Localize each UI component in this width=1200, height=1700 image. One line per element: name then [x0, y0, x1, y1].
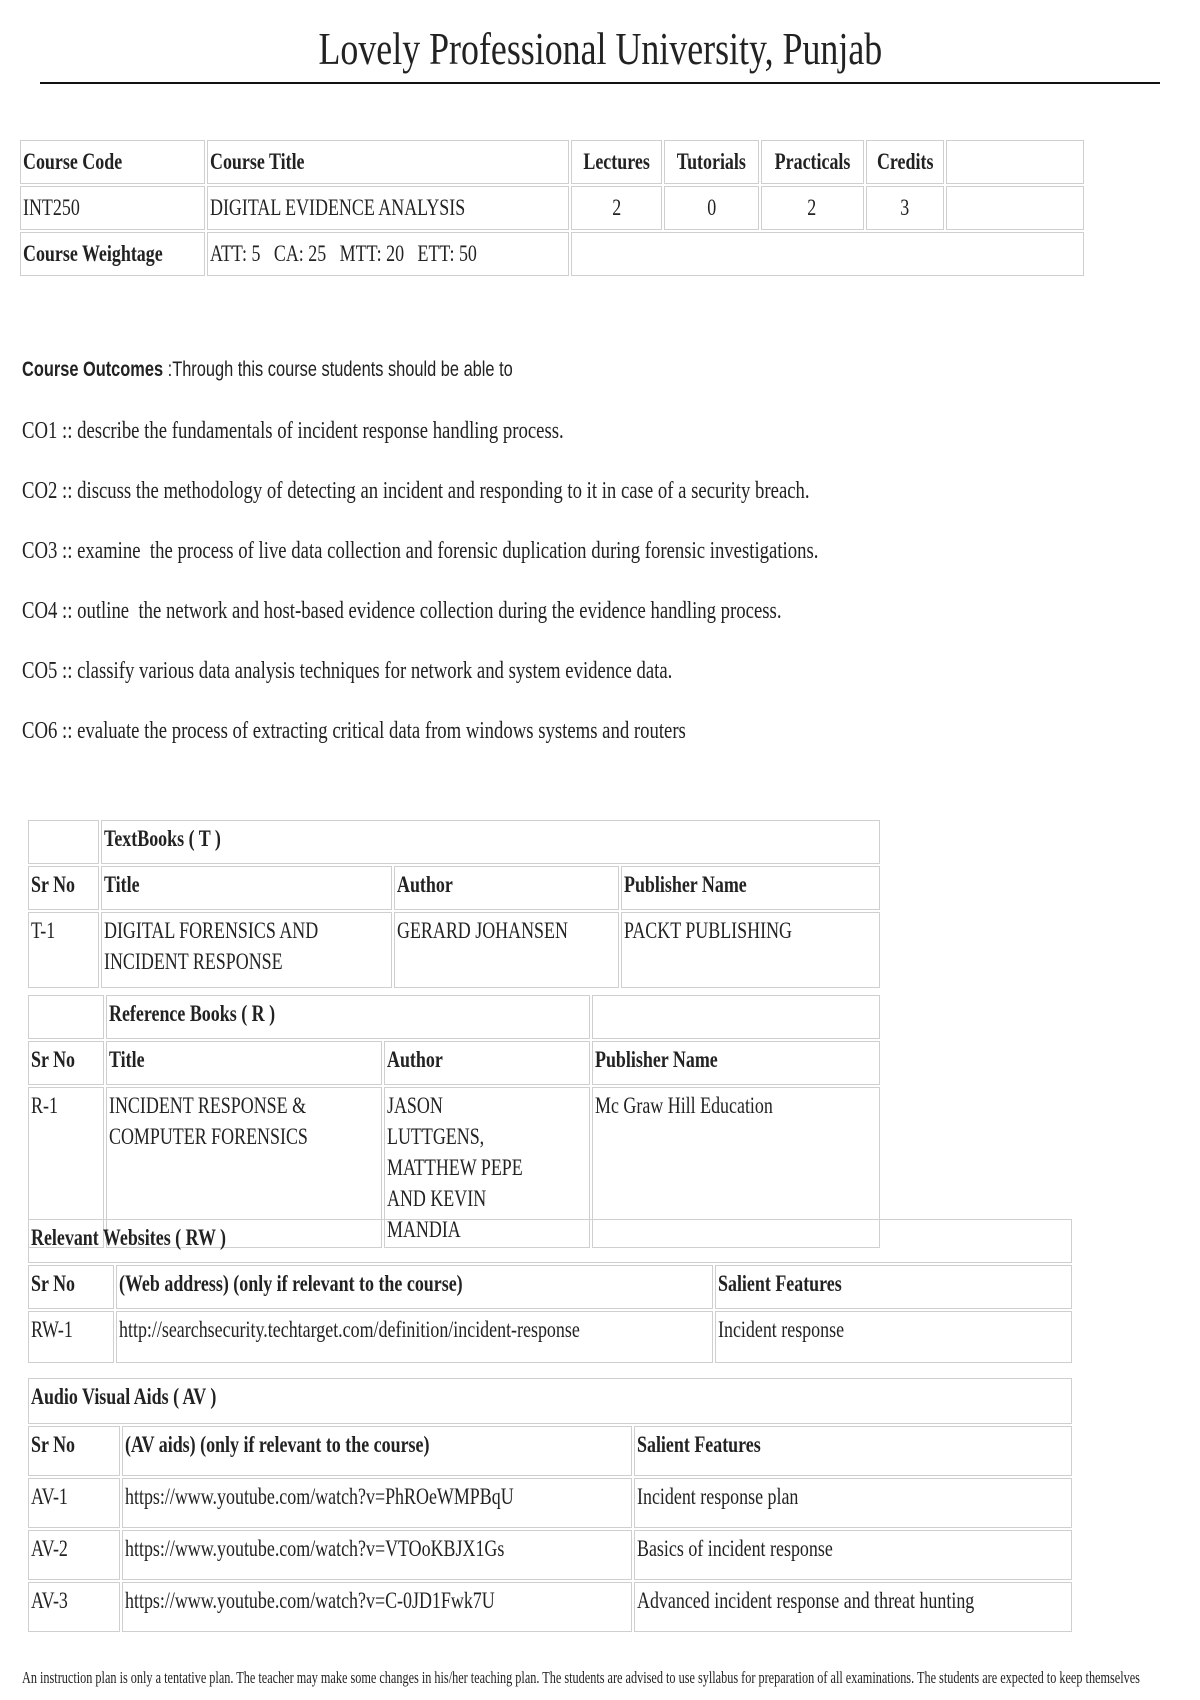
- header-sr-no: Sr No: [28, 1265, 114, 1309]
- header-lectures: Lectures: [571, 140, 662, 184]
- table-row: [28, 995, 880, 1039]
- header-sr-no: Sr No: [28, 1426, 120, 1476]
- av-heading: Audio Visual Aids ( AV ): [28, 1378, 1072, 1424]
- av-link[interactable]: https://www.youtube.com/watch?v=VTOoKBJX1Gs: [122, 1530, 631, 1580]
- table-row: [28, 1378, 1072, 1424]
- course-outcomes-heading: [22, 358, 651, 382]
- av-feature: Basics of incident response: [634, 1530, 1072, 1580]
- header-sr-no: Sr No: [28, 866, 99, 910]
- course-weightage-label: Course Weightage: [20, 232, 205, 276]
- reference-publisher: Mc Graw Hill Education: [592, 1087, 880, 1248]
- header-author: Author: [384, 1041, 590, 1085]
- header-sr-no: Sr No: [28, 1041, 104, 1085]
- reference-books-table: [26, 993, 882, 1250]
- tutorials-value: 0: [664, 186, 759, 230]
- course-summary-table: [18, 138, 1086, 278]
- header-salient-features: Salient Features: [715, 1265, 1072, 1309]
- reference-author: JASON LUTTGENS, MATTHEW PEPE AND KEVIN MANDIA: [384, 1087, 590, 1248]
- lectures-value: 2: [571, 186, 662, 230]
- table-row: [28, 866, 880, 910]
- empty-cell: [28, 820, 99, 864]
- header-web-address: (Web address) (only if relevant to the course): [116, 1265, 713, 1309]
- course-outcome-5: CO5 :: classify various data analysis techniques for network and system evidence data.: [22, 658, 673, 684]
- empty-cell: [946, 140, 1084, 184]
- outcomes-title: Course Outcomes: [22, 358, 164, 381]
- av-feature: Advanced incident response and threat hunting: [634, 1582, 1072, 1632]
- textbook-author: GERARD JOHANSEN: [394, 912, 619, 988]
- course-title: DIGITAL EVIDENCE ANALYSIS: [207, 186, 569, 230]
- website-link[interactable]: http://searchsecurity.techtarget.com/definition/incident-response: [116, 1311, 713, 1363]
- empty-cell: [571, 232, 1084, 276]
- empty-cell: [946, 186, 1084, 230]
- table-row: [28, 1530, 1072, 1580]
- reference-title: INCIDENT RESPONSE & COMPUTER FORENSICS: [106, 1087, 382, 1248]
- table-row: [20, 232, 1084, 276]
- header-course-title: Course Title: [207, 140, 569, 184]
- table-row: [28, 1265, 1072, 1309]
- university-title-text: Lovely Professional University, Punjab: [318, 23, 882, 74]
- course-outcome-2: CO2 :: discuss the methodology of detecting an incident and responding to it in case of a security breach.: [22, 478, 810, 504]
- av-sr-no: AV-2: [28, 1530, 120, 1580]
- header-practicals: Practicals: [761, 140, 864, 184]
- website-feature: Incident response: [715, 1311, 1072, 1363]
- table-row: [28, 912, 880, 988]
- header-title: Title: [101, 866, 392, 910]
- websites-heading: Relevant Websites ( RW ): [28, 1219, 1072, 1263]
- header-course-code: Course Code: [20, 140, 205, 184]
- header-author: Author: [394, 866, 619, 910]
- course-weightage-value: ATT: 5 CA: 25 MTT: 20 ETT: 50: [207, 232, 569, 276]
- table-row: [28, 820, 880, 864]
- av-feature: Incident response plan: [634, 1478, 1072, 1528]
- reference-books-heading: Reference Books ( R ): [106, 995, 590, 1039]
- outcomes-intro: :Through this course students should be able to: [163, 358, 513, 381]
- header-credits: Credits: [866, 140, 944, 184]
- av-sr-no: AV-3: [28, 1582, 120, 1632]
- textbooks-heading: TextBooks ( T ): [101, 820, 880, 864]
- website-sr-no: RW-1: [28, 1311, 114, 1363]
- course-code: INT250: [20, 186, 205, 230]
- audio-visual-aids-table: [26, 1376, 1074, 1634]
- textbook-publisher: PACKT PUBLISHING: [621, 912, 880, 988]
- empty-cell: [592, 995, 880, 1039]
- header-title: Title: [106, 1041, 382, 1085]
- instruction-plan-note: An instruction plan is only a tentative plan. The teacher may make some changes in his/her teaching plan. The students are advised to use syllabus for preparation of all examinations. The students are expected to keep themselves: [22, 1668, 1140, 1687]
- header-publisher: Publisher Name: [621, 866, 880, 910]
- table-row: [28, 1311, 1072, 1363]
- table-row: [28, 1478, 1072, 1528]
- table-row: [28, 1582, 1072, 1632]
- table-row: [28, 1219, 1072, 1263]
- course-outcome-4: CO4 :: outline the network and host-based evidence collection during the evidence handling process.: [22, 598, 782, 624]
- table-row: [20, 186, 1084, 230]
- empty-cell: [28, 995, 104, 1039]
- av-link[interactable]: https://www.youtube.com/watch?v=PhROeWMPBqU: [122, 1478, 631, 1528]
- table-row: [28, 1041, 880, 1085]
- av-link[interactable]: https://www.youtube.com/watch?v=C-0JD1Fwk7U: [122, 1582, 631, 1632]
- header-av-aids: (AV aids) (only if relevant to the course): [122, 1426, 631, 1476]
- header-salient-features: Salient Features: [634, 1426, 1072, 1476]
- credits-value: 3: [866, 186, 944, 230]
- reference-sr-no: R-1: [28, 1087, 104, 1248]
- course-outcome-3: CO3 :: examine the process of live data collection and forensic duplication during forensic investigations.: [22, 538, 819, 564]
- textbook-sr-no: T-1: [28, 912, 99, 988]
- university-title: [40, 22, 1160, 84]
- course-outcome-1: CO1 :: describe the fundamentals of incident response handling process.: [22, 418, 564, 444]
- relevant-websites-table: [26, 1217, 1074, 1365]
- av-sr-no: AV-1: [28, 1478, 120, 1528]
- header-tutorials: Tutorials: [664, 140, 759, 184]
- textbook-title: DIGITAL FORENSICS AND INCIDENT RESPONSE: [101, 912, 392, 988]
- textbooks-table: [26, 818, 882, 990]
- course-outcome-6: CO6 :: evaluate the process of extracting critical data from windows systems and routers: [22, 718, 686, 744]
- table-row: [20, 140, 1084, 184]
- practicals-value: 2: [761, 186, 864, 230]
- table-row: [28, 1426, 1072, 1476]
- header-publisher: Publisher Name: [592, 1041, 880, 1085]
